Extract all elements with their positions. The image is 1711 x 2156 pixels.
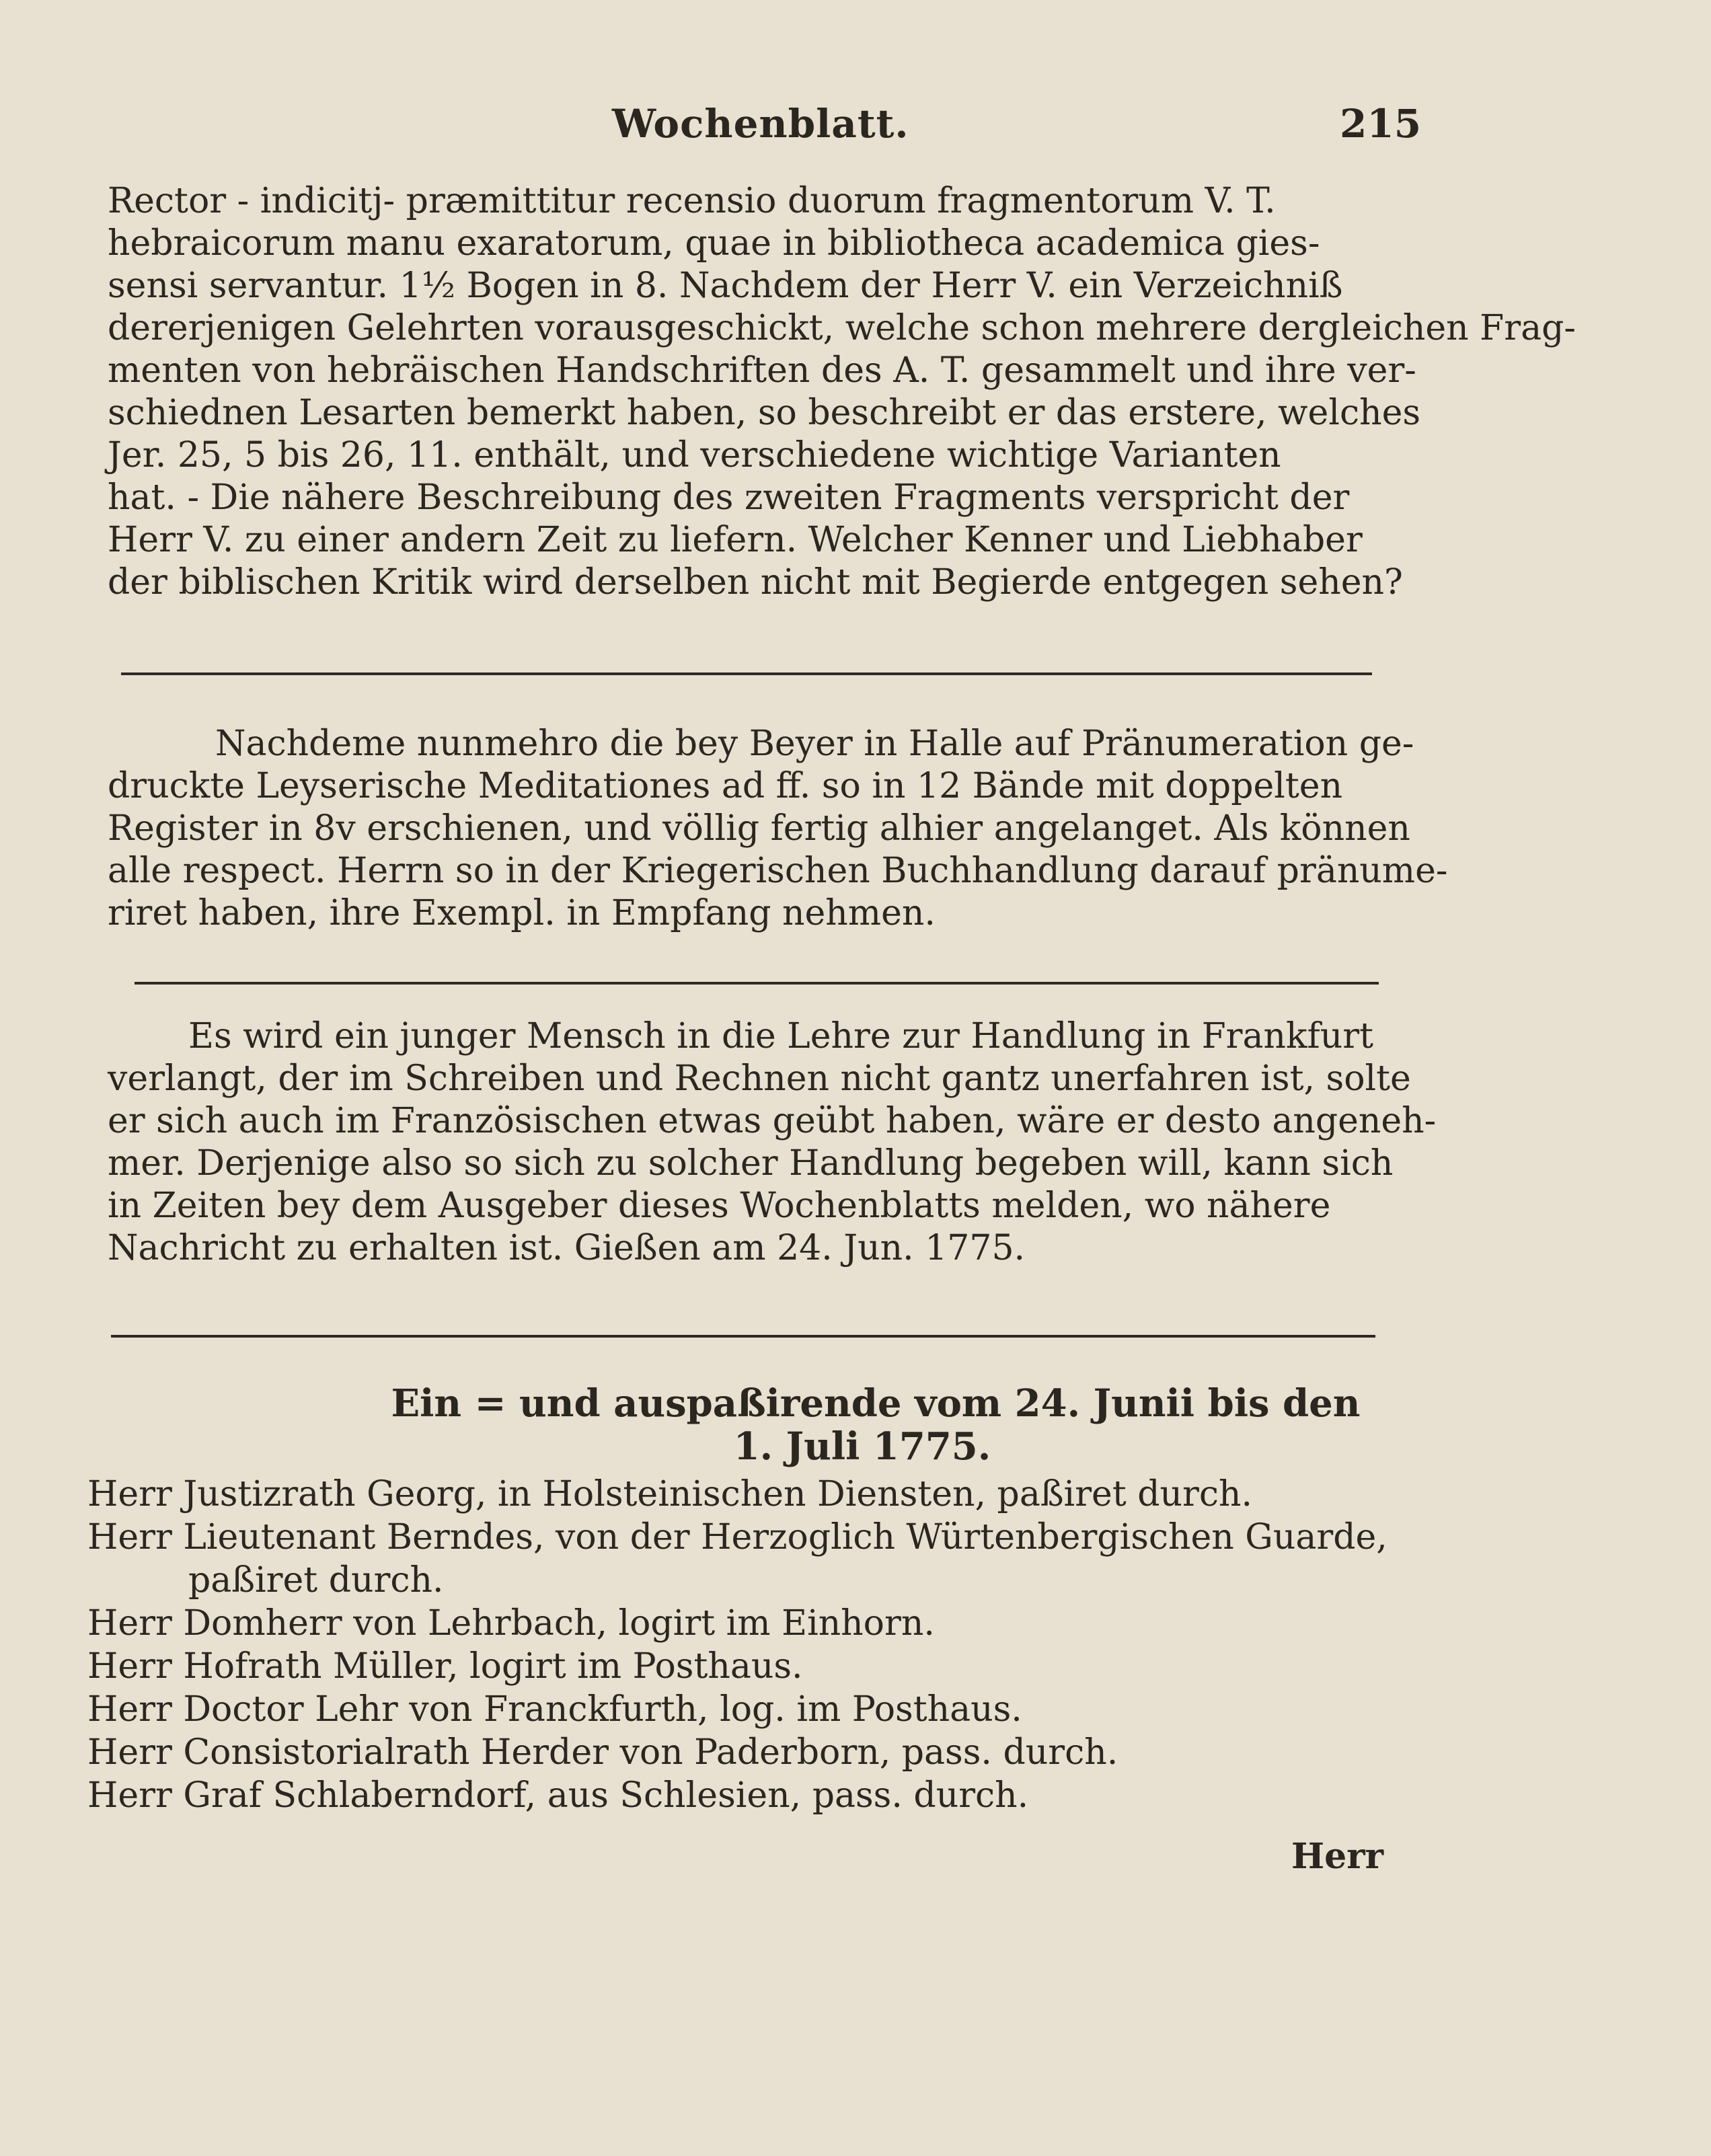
list-item: Herr Doctor Lehr von Franckfurth, log. im Posthaus. — [87, 1689, 1022, 1730]
text-line: menten von hebräischen Handschriften des A. T. gesammelt und ihre ver- — [108, 350, 1416, 391]
text-line: Es wird ein junger Mensch in die Lehre zur Handlung in Frankfurt — [188, 1016, 1374, 1056]
text-line: er sich auch im Französischen etwas geübt haben, wäre er desto angeneh- — [108, 1101, 1437, 1141]
text-line: hat. - Die nähere Beschreibung des zweiten Fragments verspricht der — [108, 477, 1350, 518]
text-line: hebraicorum manu exaratorum, quae in bibliotheca academica gies- — [108, 223, 1320, 264]
text-line: Rector - indicitj- præmittitur recensio duorum fragmentorum V. T. — [108, 181, 1276, 221]
arrivals-heading — [0, 1382, 1711, 1468]
text-line: dererjenigen Gelehrten vorausgeschickt, welche schon mehrere dergleichen Frag- — [108, 308, 1576, 348]
arrivals-heading-line: Ein = und auspaßirende vom 24. Junii bis den — [391, 1381, 1361, 1426]
list-item: paßiret durch. — [188, 1560, 444, 1601]
text-line: riret haben, ihre Exempl. in Empfang nehmen. — [108, 893, 936, 933]
text-line: druckte Leyserische Meditationes ad ff. so in 12 Bände mit doppelten — [108, 766, 1343, 806]
section-divider — [111, 1335, 1375, 1338]
page-number: 215 — [1340, 101, 1422, 147]
text-line: mer. Derjenige also so sich zu solcher Handlung begeben will, kann sich — [108, 1143, 1394, 1184]
text-line: sensi servantur. 1½ Bogen in 8. Nachdem der Herr V. ein Verzeichniß — [108, 266, 1343, 306]
text-line: Nachdeme nunmehro die bey Beyer in Halle auf Pränumeration ge- — [215, 724, 1414, 764]
text-line: Register in 8v erschienen, und völlig fertig alhier angelanget. Als können — [108, 808, 1410, 849]
arrivals-list — [87, 1473, 1406, 1817]
list-item: Herr Justizrath Georg, in Holsteinischen Diensten, paßiret durch. — [87, 1474, 1253, 1514]
section-divider — [121, 672, 1372, 675]
list-item: Herr Hofrath Müller, logirt im Posthaus. — [87, 1646, 803, 1687]
book-announcement-paragraph — [108, 723, 1448, 935]
list-item: Herr Consistorialrath Herder von Paderborn, pass. durch. — [87, 1732, 1118, 1773]
apprentice-notice-paragraph — [108, 1015, 1437, 1270]
page-header — [0, 101, 1711, 155]
text-line: verlangt, der im Schreiben und Rechnen nicht gantz unerfahren ist, solte — [108, 1058, 1411, 1099]
section-divider — [135, 982, 1379, 985]
book-review-paragraph — [108, 180, 1576, 604]
list-item: Herr Graf Schlaberndorf, aus Schlesien, pass. durch. — [87, 1775, 1029, 1816]
text-line: in Zeiten bey dem Ausgeber dieses Wochenblatts melden, wo nähere — [108, 1186, 1331, 1226]
list-item: Herr Domherr von Lehrbach, logirt im Einhorn. — [87, 1603, 935, 1644]
text-line: Jer. 25, 5 bis 26, 11. enthält, und verschiedene wichtige Varianten — [108, 435, 1281, 475]
running-title: Wochenblatt. — [612, 101, 909, 147]
text-line: der biblischen Kritik wird derselben nicht mit Begierde entgegen sehen? — [108, 562, 1403, 603]
text-line: alle respect. Herrn so in der Kriegerischen Buchhandlung darauf pränume- — [108, 851, 1448, 891]
text-line: Nachricht zu erhalten ist. Gießen am 24. Jun. 1775. — [108, 1228, 1026, 1268]
arrivals-heading-line: 1. Juli 1775. — [733, 1424, 991, 1469]
text-line: schiednen Lesarten bemerkt haben, so beschreibt er das erstere, welches — [108, 393, 1421, 433]
list-item: Herr Lieutenant Berndes, von der Herzoglich Würtenbergischen Guarde, — [87, 1517, 1387, 1557]
text-line: Herr V. zu einer andern Zeit zu liefern. Welcher Kenner und Liebhaber — [108, 520, 1363, 560]
catchword: Herr — [1291, 1836, 1384, 1877]
